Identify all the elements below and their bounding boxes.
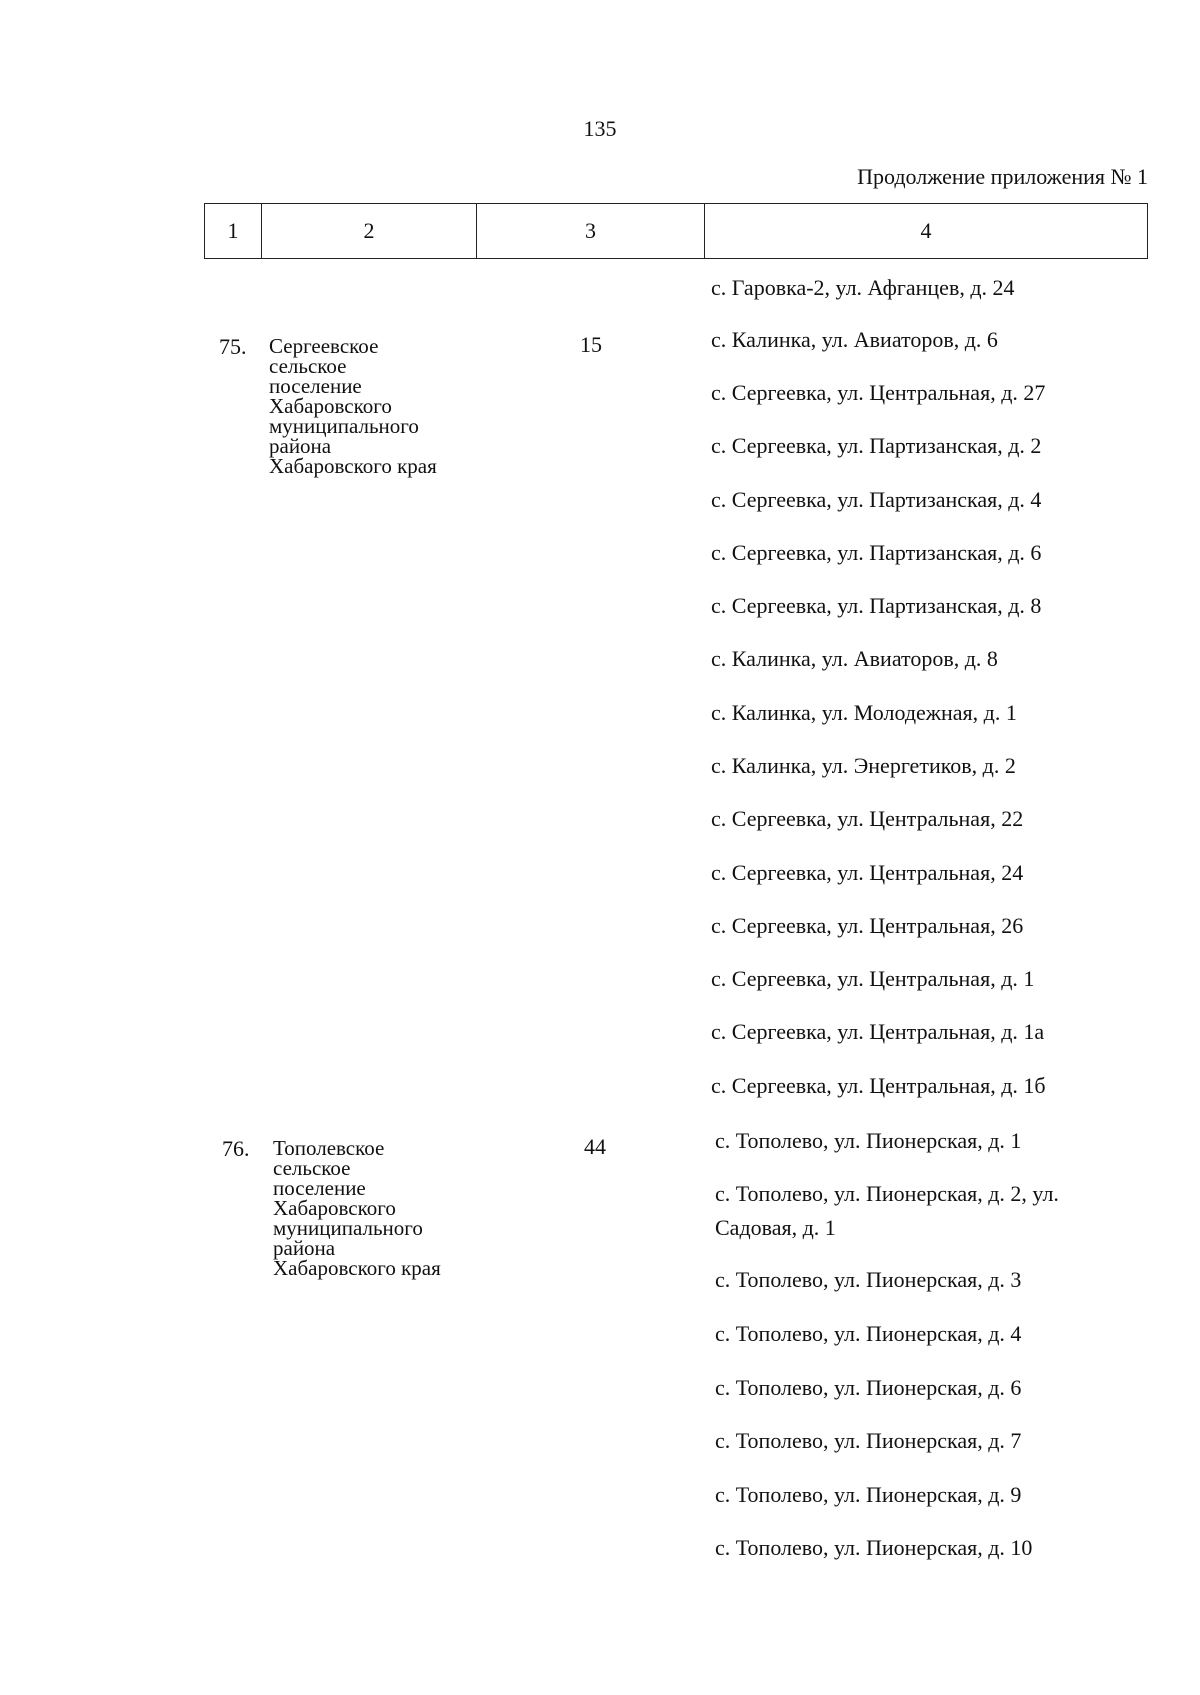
address-item: с. Сергеевка, ул. Центральная, д. 1а	[711, 1019, 1045, 1044]
address-item: с. Сергеевка, ул. Партизанская, д. 6	[711, 540, 1042, 565]
address-item: с. Калинка, ул. Авиаторов, д. 8	[711, 646, 998, 671]
settlement-name: Сергеевское сельское поселение Хабаровского муниципального района Хабаровского края	[269, 334, 437, 478]
column-header-4: 4	[920, 218, 932, 243]
address-item: с. Калинка, ул. Молодежная, д. 1	[711, 700, 1017, 725]
address-item: с. Калинка, ул. Авиаторов, д. 6	[711, 327, 998, 352]
address-item: с. Тополево, ул. Пионерская, д. 6	[715, 1375, 1022, 1400]
address-item: с. Сергеевка, ул. Центральная, 24	[711, 860, 1024, 885]
address-item: с. Тополево, ул. Пионерская, д. 9	[715, 1482, 1022, 1507]
address-item: с. Тополево, ул. Пионерская, д. 4	[715, 1321, 1022, 1346]
appendix-continuation-note: Продолжение приложения № 1	[857, 164, 1148, 189]
column-header-1: 1	[205, 204, 262, 258]
address-item: с. Сергеевка, ул. Центральная, д. 1б	[711, 1073, 1046, 1098]
entry-count: 44	[584, 1134, 606, 1159]
settlement-name: Тополевское сельское поселение Хабаровского муниципального района Хабаровского края	[273, 1136, 441, 1280]
entry-number: 76.	[222, 1136, 250, 1161]
address-item: с. Сергеевка, ул. Центральная, д. 27	[711, 380, 1046, 405]
entry-count: 15	[580, 332, 602, 357]
address-item: с. Тополево, ул. Пионерская, д. 3	[715, 1267, 1022, 1292]
address-item: с. Тополево, ул. Пионерская, д. 2, ул. Садовая, д. 1	[715, 1181, 1059, 1240]
page-number: 135	[583, 116, 617, 141]
address-item: с. Калинка, ул. Энергетиков, д. 2	[711, 753, 1016, 778]
address-item: с. Тополево, ул. Пионерская, д. 7	[715, 1428, 1022, 1453]
address-item: с. Сергеевка, ул. Центральная, 26	[711, 913, 1024, 938]
address-item: с. Сергеевка, ул. Партизанская, д. 2	[711, 433, 1042, 458]
column-header-3: 3	[477, 204, 705, 258]
address-item: с. Гаровка-2, ул. Афганцев, д. 24	[711, 275, 1015, 300]
column-header-2: 2	[262, 204, 477, 258]
entry-number: 75.	[219, 334, 247, 359]
address-item: с. Тополево, ул. Пионерская, д. 1	[715, 1128, 1022, 1153]
address-item: с. Тополево, ул. Пионерская, д. 10	[715, 1535, 1033, 1560]
address-item: с. Сергеевка, ул. Центральная, 22	[711, 806, 1024, 831]
table-header	[204, 203, 1148, 259]
address-item: с. Сергеевка, ул. Центральная, д. 1	[711, 966, 1035, 991]
address-item: с. Сергеевка, ул. Партизанская, д. 8	[711, 593, 1042, 618]
address-item: с. Сергеевка, ул. Партизанская, д. 4	[711, 487, 1042, 512]
